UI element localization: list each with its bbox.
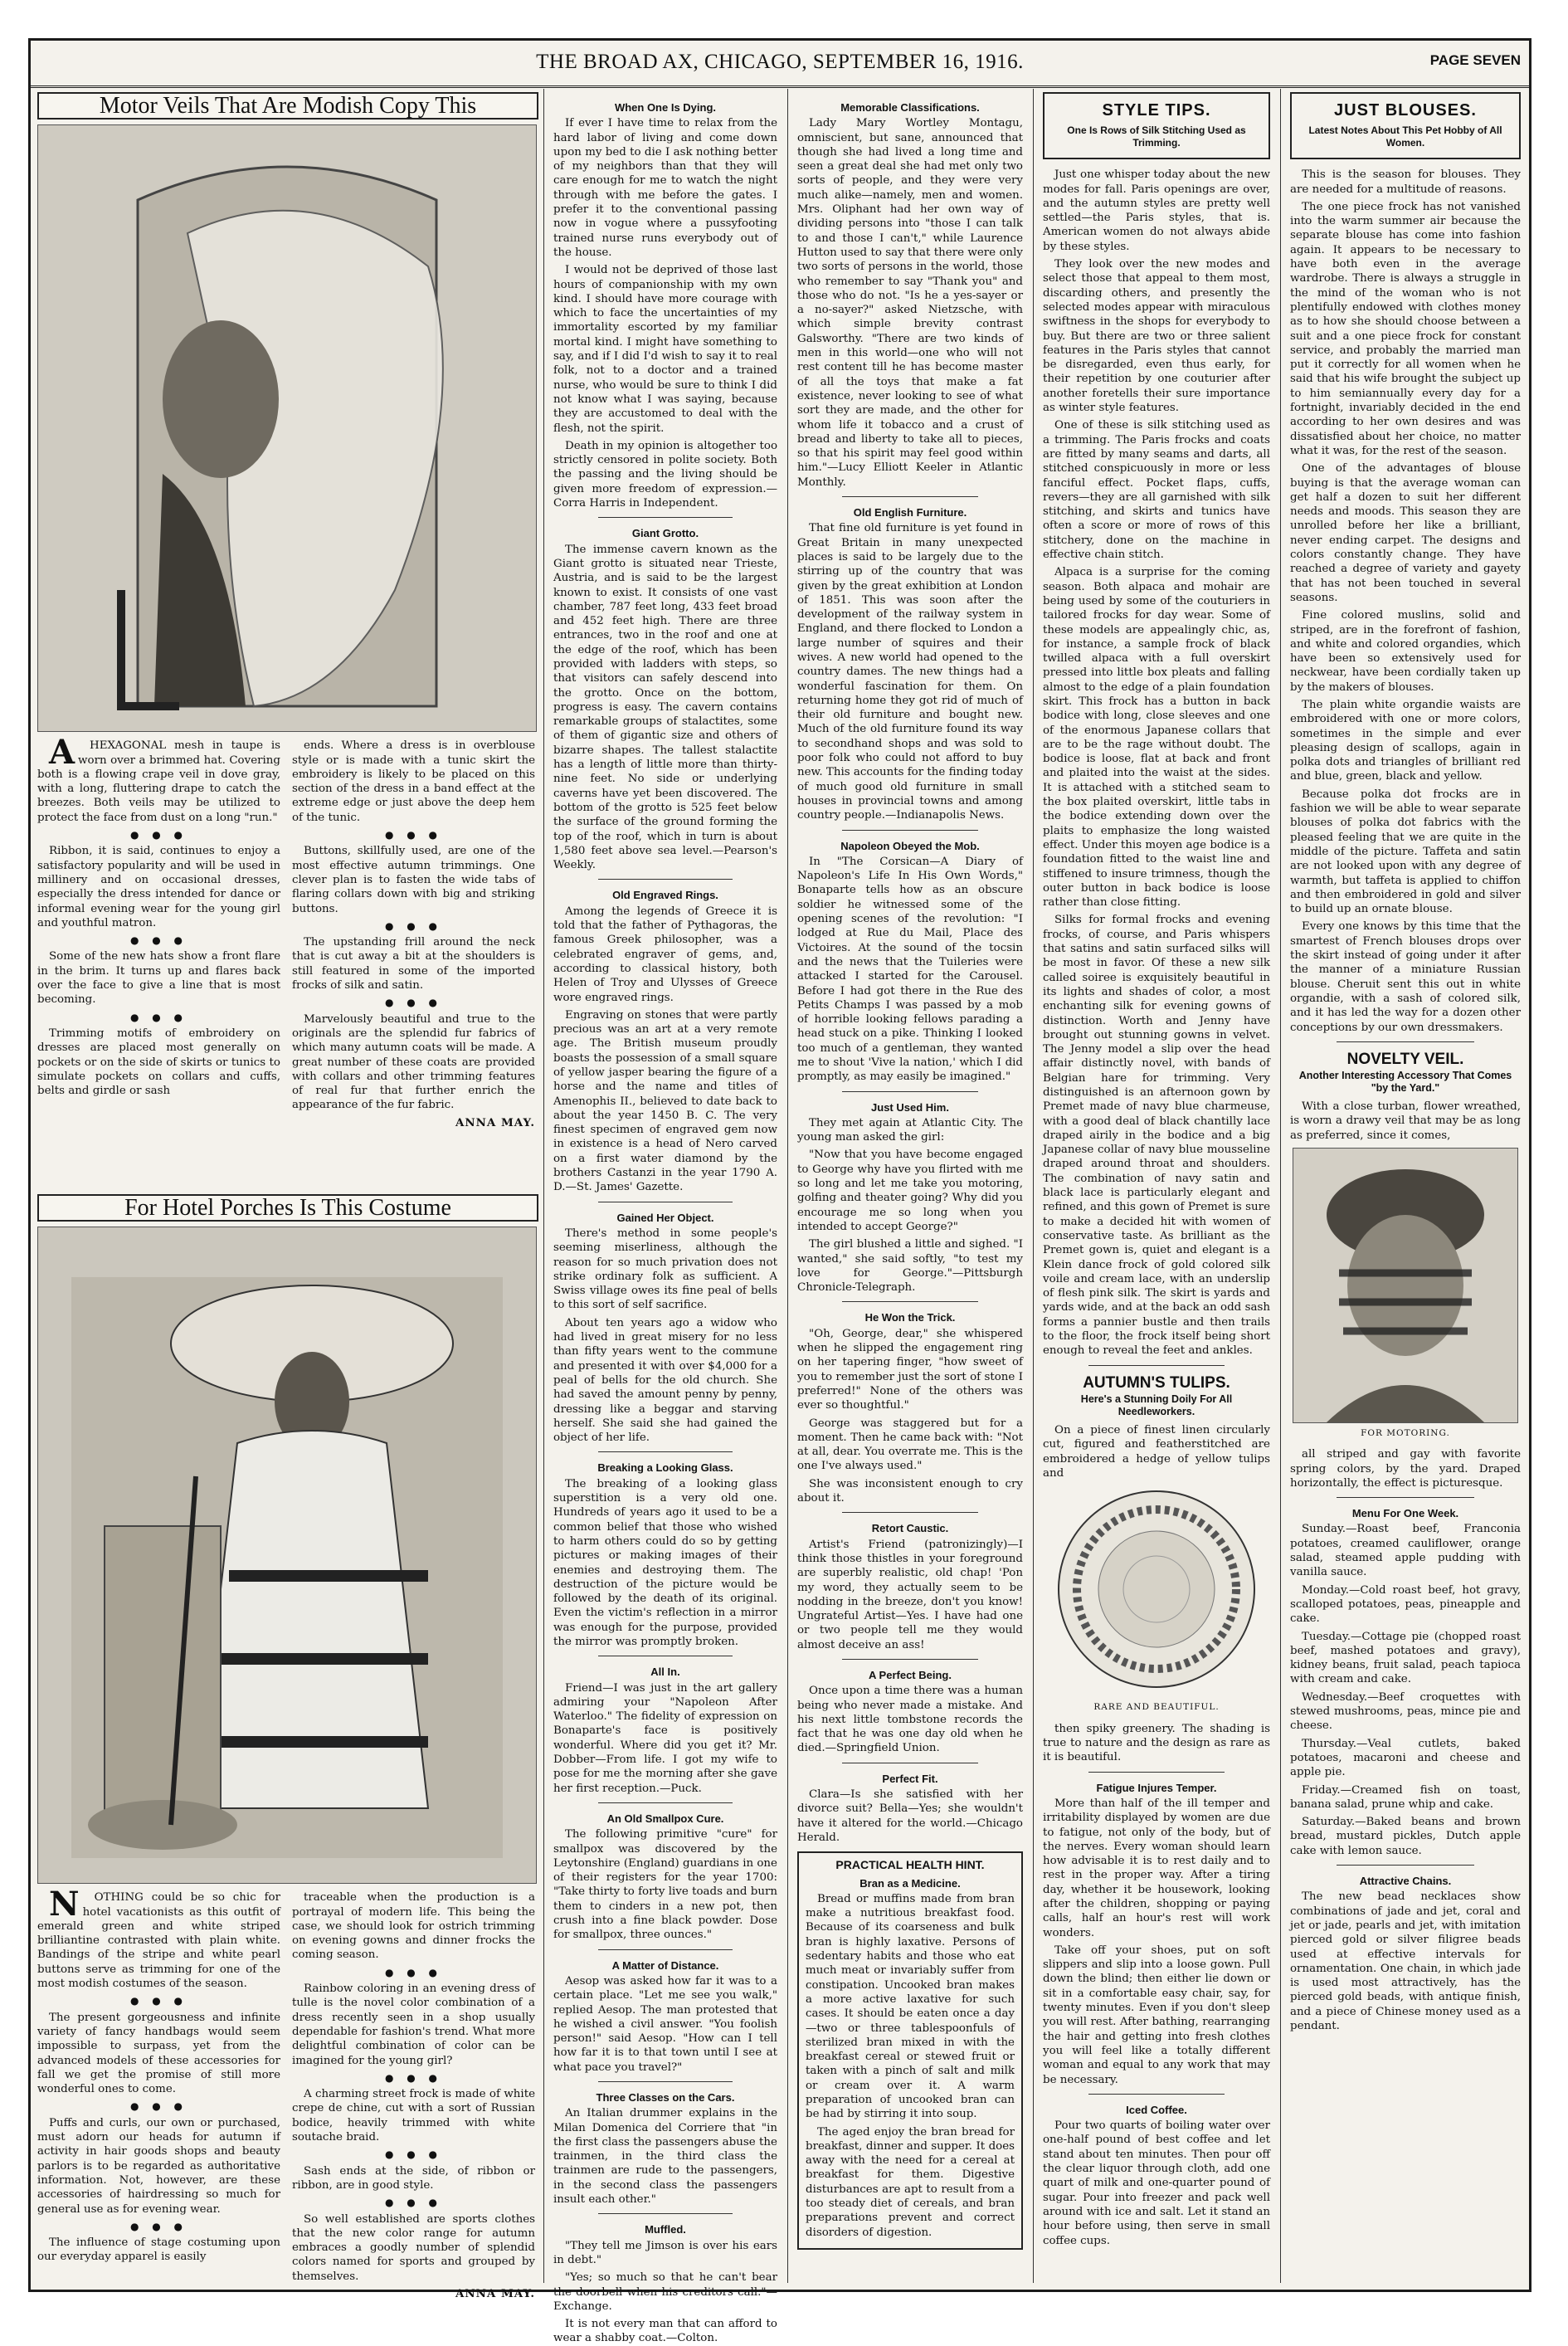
byline: ANNA MAY. bbox=[455, 1115, 535, 1129]
just-blouses-header bbox=[1290, 92, 1521, 159]
paragraph: traceable when the production is a portrayal of modern life. This being the case, we should look for ostrich trimming on evening gowns and dinner frocks the coming season. bbox=[292, 1891, 535, 1962]
paragraph: She was inconsistent enough to cry about it. bbox=[797, 1477, 1023, 1505]
menu-item: Monday.—Cold roast beef, hot gravy, scalloped potatoes, peas, pineapple and cake. bbox=[1290, 1583, 1521, 1626]
motor-veil-drawing bbox=[38, 125, 536, 731]
feature-title: Motor Veils That Are Modish Copy This bbox=[37, 92, 538, 119]
style-tips-header bbox=[1043, 92, 1270, 159]
article-title: Old English Furniture. bbox=[853, 506, 967, 519]
article-title: Gained Her Object. bbox=[616, 1211, 714, 1224]
paragraph: They look over the new modes and select those that appeal to them most, discarding others, and presently the selected modes appear with miraculous swiftness in the shops for everybody to buy. But there are two or three salient features in the Paris styles that cannot be disregarded, even thus early, for their repetition by one couturier after another foretells their sure importance as winter style features. bbox=[1043, 258, 1270, 415]
health-hint-box bbox=[797, 1851, 1023, 2250]
article-title: Muffled. bbox=[645, 2223, 686, 2236]
paragraph: One of these is silk stitching used as a trimming. The Paris frocks and coats are fitted by many seams and darts, all stitched conspicuously in more or less fanciful effect. Pocket flaps, cuffs, revers—they are all garnished with silk stitching, and skirts and tunics have often a score or more of rows of this stitchery, done on the machine in effective chain stitch. bbox=[1043, 419, 1270, 562]
article-title: Perfect Fit. bbox=[882, 1772, 938, 1785]
paragraph: A charming street frock is made of white crepe de chine, cut with a sort of Russian bodice, heavily trimmed with white soutache braid. bbox=[292, 2088, 535, 2144]
paragraph: This is the season for blouses. They are needed for a multitude of reasons. bbox=[1290, 168, 1521, 196]
paragraph: Buttons, skillfully used, are one of the most effective autumn trimmings. One clever plan is to fasten the wide tabs of flaring collars down with big and striking buttons. bbox=[292, 845, 535, 915]
paragraph: Alpaca is a surprise for the coming season. Both alpaca and mohair are being used by some of the couturiers in tailored frocks for day wear. Some of these models are appealingly chic, as, for instance, a sample frock of black twilled alpaca with a full overskirt pressed into little box pleats and falling almost to the edge of a plain foundation skirt. This frock has a button in back bodice with long, close sleeves and one of the enormous Japanese collars that are to be the rage without doubt. The bodice is loose, flat at back and front and plaited into the waist at the sides. It is attached with a stitched seam to the box plaited overskirt, little tabs in the bodice extending down over the plaits to emphasize the long waisted effect. Under this moyen age bodice is a foundation fitted to the waist line and stiffened to insure trimness, though the outer button in back bodice is loose rather than close fitting. bbox=[1043, 566, 1270, 910]
feature2-left-text: NOTHING could be so chic for hotel vacationists as this outfit of emerald green and white striped brilliantine contrasted with plain white. Bandings of the stripe and white pearl buttons serve as trimming for one of the most modish costumes of the season. ● ● ● The present gorgeousness and infinite variety of fancy handbags would seem impossible to surpass, yet from the advanced models of these accessories for fall we get the promise of still more wonderful ones to come. ● ● ● Puffs and curls, our own or purchased, must adorn our heads for autumn if activity in hair goods shops and beauty parlors is to be regarded as authoritative information. Not, however, are these accessories of hairdressing so much for general use as for evening wear. ● ● ● The influence of stage costuming upon our everyday apparel is easily bbox=[37, 1885, 280, 2264]
paragraph: With a close turban, flower wreathed, is worn a drawy veil that may be as long as preferred, since it comes, bbox=[1290, 1100, 1521, 1142]
paragraph: "They tell me Jimson is over his ears in debt." bbox=[553, 2239, 777, 2266]
porch-costume-illustration bbox=[37, 1227, 537, 1884]
feature-motor-veils bbox=[37, 92, 538, 1179]
article-title: Just Used Him. bbox=[871, 1100, 949, 1114]
feature2-right-text: traceable when the production is a portrayal of modern life. This being the case, we should look for ostrich trimming on evening gowns and dinner frocks the coming season. ● ● ● Rainbow coloring in an evening dress of tulle is the novel color combination of a dress recently seen in a shop usually dependable for fashion's trend. What more delightful combination of color can be imagined for the young girl? ● ● ● A charming street frock is made of white crepe de chine, cut with a sort of Russian bodice, heavily trimmed with white soutache braid. ● ● ● Sash ends at the side, of ribbon or ribbon, are in good style. ● ● ● So well established are sports clothes that the new color range for autumn embraces a goodly number of splendid colors named for sports and grouped by themselves. ANNA MAY. bbox=[292, 1891, 535, 2301]
article-title: An Old Smallpox Cure. bbox=[606, 1812, 724, 1825]
tulips-title: AUTUMN'S TULIPS. bbox=[1083, 1373, 1230, 1392]
article-title: Memorable Classifications. bbox=[840, 101, 980, 114]
menu-item: Friday.—Creamed fish on toast, banana salad, prune whip and cake. bbox=[1290, 1783, 1521, 1811]
novelty-veil-drawing bbox=[1293, 1149, 1517, 1422]
paragraph: Lady Mary Wortley Montagu, omniscient, but sane, announced that though she had lived a long time and seen a great deal she had met only two sorts of people, and they were very much alike—namely, men and women. Mrs. Oliphant had her own way of dividing persons into "those I can talk to and those I can't," while Laurence Hutton used to say that there were only two sorts of persons in the world, those who remember to say "Thank you" and those who do not. "Is he a yes-sayer or a no-sayer?" asked Nietzsche, with which simple brevity contrast Galsworthy. "There are two kinds of men in this world—one who will not rest content till he has become master of all the toys that make a fat existence, never looking to see of what sort they are made, and the other for whom life it tobacco and a crust of bread and liberty to take all to pieces, so that his spirit may feel good within him."—Lucy Elliott Keeler in Atlantic Monthly. bbox=[797, 117, 1023, 489]
paragraph: If ever I have time to relax from the hard labor of living and come down upon my bed to die I ask nothing better of my neighbors than that they will care enough for me to watch the night through with me before the gates. I prefer it to the conventional passing now in vogue where a pussyfooting trained nurse runs everybody out of the house. bbox=[553, 117, 777, 259]
tulips-subtitle: Here's a Stunning Doily For All Needleworkers. bbox=[1080, 1392, 1233, 1417]
doily-drawing bbox=[1053, 1485, 1260, 1693]
paragraph: More than half of the ill temper and irritability displayed by women are due to fatigue, not only of the body, but of the nerves. Every woman should learn how advisable it is to rest daily and to rest in the proper way. After a tiring day, whether it be housework, looking after the children, shopping or paying calls, half an hour's rest will work wonders. bbox=[1043, 1797, 1270, 1939]
paragraph: Silks for formal frocks and evening frocks, of course, and Paris whispers that satins and satin surfaced silks will be most in favor. Of these a new silk called soiree is exquisitely beautiful in its lights and shades of color, a most enchanting silk for evening gowns of distinction. Worth and Jenny have brought out stunning gowns in velvet. The Jenny model a slip over the head affair distinctly novel, with bands of Belgian hare for trimming. Very distinguished is an afternoon gown by Premet made of navy blue charmeuse, with a good deal of black chantilly lace draped airily in the bodice and a big Japanese collar of navy blue mousseline draped around throat and shoulders. The combination of navy satin and black lace is particularly elegant and refined, and this gown of Premet is sure to make a decided hit with women of conservative taste. As brilliant as the Premet gown is, quiet and elegant is a Klein dance frock of gold colored silk voile and cream lace, with an underslip of flesh pink silk. The skirt is yards and yards wide, and at the back an odd sash forms a pannier bustle and then trails to the floor, the frock itself being short enough to reveal the feet and ankles. bbox=[1043, 914, 1270, 1358]
paragraph: Bread or muffins made from bran make a nutritious breakfast food. Because of its coarseness and bulk bran is highly laxative. Persons of sedentary habits and those who eat much meat or invariably suffer from constipation. Uncooked bran makes a more active laxative for such cases. It should be eaten once a day—two or three tablespoonfuls of sterilized bran mixed in with the breakfast cereal or stewed fruit or taken with a pinch of salt and milk or cream over it. A warm preparation of uncooked bran can be had by stirring it into soup. bbox=[806, 1892, 1015, 2121]
article-title: All In. bbox=[650, 1666, 680, 1679]
masthead-title: THE BROAD AX, CHICAGO, SEPTEMBER 16, 1916. bbox=[536, 51, 1024, 73]
column-rule bbox=[1033, 89, 1034, 2283]
style-tips-subtitle: One Is Rows of Silk Stitching Used as Trimming. bbox=[1067, 124, 1246, 149]
paragraph: Take off your shoes, put on soft slippers and slip into a loose gown. Pull down the blind; then either lie down or sit in a comfortable easy chair, say, for twenty minutes. Even if you don't sleep you will rest. After bathing, rearranging the hair and getting into fresh clothes you will feel like a totally different woman and equal to any work that may be necessary. bbox=[1043, 1944, 1270, 2086]
paragraph: Some of the new hats show a front flare in the brim. It turns up and flares back over the face to give a line that is most becoming. bbox=[37, 950, 280, 1007]
paragraph: The present gorgeousness and infinite variety of fancy handbags would seem impossible to surpass, yet from the advanced models of these accessories for fall we get the promise of still more wonderful ones to come. bbox=[37, 2011, 280, 2096]
novelty-veil-illustration bbox=[1293, 1148, 1518, 1423]
doily-illustration bbox=[1043, 1485, 1270, 1697]
novelty-veil-caption: FOR MOTORING. bbox=[1361, 1428, 1450, 1438]
just-blouses-title: JUST BLOUSES. bbox=[1334, 101, 1477, 119]
article-title: When One Is Dying. bbox=[614, 101, 717, 114]
paragraph: Rainbow coloring in an evening dress of tulle is the novel color combination of a dress recently seen in a shop usually dependable for fashion's trend. What more delightful combination of color can be imagined for the young girl? bbox=[292, 1983, 535, 2067]
novelty-veil-title: NOVELTY VEIL. bbox=[1346, 1050, 1464, 1068]
paragraph: The following primitive "cure" for smallpox was discovered by the Leytonshire (England) guardians in one of their registers for the year 1700: "Take thirty to forty live toads and burn them to cinders in a new pot, then crush into a fine black powder. Dose for smallpox, three ounces." bbox=[553, 1828, 777, 1942]
paragraph: then spiky greenery. The shading is true to nature and the design as rare as it is beautiful. bbox=[1043, 1722, 1270, 1764]
paragraph: NOTHING could be so chic for hotel vacationists as this outfit of emerald green and white striped brilliantine contrasted with plain white. Bandings of the stripe and white pearl buttons serve as trimming for one of the most modish costumes of the season. bbox=[37, 1885, 280, 1991]
paragraph: That fine old furniture is yet found in Great Britain in many unexpected places is said to be largely due to the stirring up of the country that was given by the great exhibition at London of 1851. This was soon after the development of the railway system in England, and there flocked to London a large number of squires and their wives. A new world had opened to the country dames. The new things had a wonderful fascination for them. On returning home they got rid of much of their old furniture and bought new. Much of the old furniture found its way to secondhand shops and was sold to poor folk who could not afford to buy new. This accounts for the finding today of much good old furniture in small houses in provincial towns and among country people.—Indianapolis News. bbox=[797, 522, 1023, 822]
column-2 bbox=[545, 92, 786, 2345]
paragraph: Puffs and curls, our own or purchased, must adorn our heads for autumn if activity in hair goods shops and beauty parlors is to be regarded as authoritative information. Not, however, are these accessories of hairdressing so much for general use as for evening wear. bbox=[37, 2116, 280, 2216]
paragraph: In "The Corsican—A Diary of Napoleon's Life In His Own Words," Bonaparte tells how as an obscure soldier he witnessed some of the opening scenes of the revolution: "I lodged at Rue du Mail, Place des Victoires. At the sound of the tocsin and the news that the Tuileries were attacked I started for the Carousel. Before I had got there in the Rue des Petits Champs I was passed by a mob of horrible looking fellows parading a head stuck on a pike. Thinking I looked too much of a gentleman, they wanted me to shout 'Vive la nation,' which I did promptly, as may easily be imagined." bbox=[797, 855, 1023, 1084]
paragraph: On a piece of finest linen circularly cut, figured and featherstitched are embroidered a hedge of yellow tulips and bbox=[1043, 1423, 1270, 1480]
paragraph: The aged enjoy the bran bread for breakfast, dinner and supper. It does away with the need for a cereal at breakfast for them. Digestive disturbances are apt to result from a too steady diet of cereals, and bran preparations prevent and correct disorders of digestion. bbox=[806, 2125, 1015, 2239]
menu-item: Wednesday.—Beef croquettes with stewed mushrooms, peas, mince pie and cheese. bbox=[1290, 1690, 1521, 1733]
paragraph: all striped and gay with favorite spring colors, by the yard. Draped horizontally, the effect is picturesque. bbox=[1290, 1448, 1521, 1490]
article-title: He Won the Trick. bbox=[864, 1311, 956, 1324]
paragraph: The breaking of a looking glass superstition is a very old one. Hundreds of years ago it used to be a common belief that those who wished to harm others could do so by getting pictures or making images of their enemies and destroying them. The destruction of the picture would be followed by the death of its original. Even the victim's reflection in a mirror was enough for the purpose, provided the mirror was promptly broken. bbox=[553, 1477, 777, 1648]
menu-item: Thursday.—Veal cutlets, baked potatoes, macaroni and cheese and apple pie. bbox=[1290, 1737, 1521, 1779]
paragraph: Artist's Friend (patronizingly)—I think those thistles in your foreground are superbly realistic, old chap! 'Pon my word, they actually seem to be nodding in the breeze, don't you know! Ungrateful Artist—Yes. I have had one or two people tell me they would almost deceive an ass! bbox=[797, 1538, 1023, 1651]
paragraph: It is not every man that can afford to wear a shabby coat.—Colton. bbox=[553, 2318, 777, 2345]
paragraph: One of the advantages of blouse buying is that the average woman can get half a dozen to suit her different needs and moods. This season they are unrolled before her like a brilliant, never ending carpet. The designs and colors constantly change. They have reached a degree of variety and gayety that has not been touched in several seasons. bbox=[1290, 462, 1521, 604]
style-tips-title: STYLE TIPS. bbox=[1102, 101, 1211, 119]
paragraph: George was staggered but for a moment. Then he came back with: "Not at all, dear. You overrate me. This is the one I've always used." bbox=[797, 1417, 1023, 1473]
column-5 bbox=[1282, 92, 1529, 2280]
article-title: Attractive Chains. bbox=[1359, 1875, 1452, 1888]
article-title: Retort Caustic. bbox=[871, 1522, 949, 1535]
paragraph: The influence of stage costuming upon our everyday apparel is easily bbox=[37, 2236, 280, 2264]
novelty-veil-subtitle: Another Interesting Accessory That Comes "by the Yard." bbox=[1298, 1070, 1512, 1095]
article-title: Iced Coffee. bbox=[1126, 2103, 1187, 2116]
article-title: Breaking a Looking Glass. bbox=[597, 1461, 733, 1475]
paragraph: The one piece frock has not vanished into the warm summer air because the separate blouse has come into fashion again. It appears to be necessary to have both even in the average wardrobe. There is always a struggle in the mind of the woman who is not plentifully endowed with clothes money as to how she should choose between a suit and a one piece frock for constant service, and probably the married man put it correctly for all women when he said that his wife brought the subject up to him semiannually every day for a fortnight, invariably decided in the end according to her own desires and was dissatisfied about her choice, no matter what it was, for the rest of the season. bbox=[1290, 200, 1521, 457]
paragraph: There's method in some people's seeming miserliness, although the reason for so much privation does not strike ordinary folk as sufficient. A Swiss village owes its fine peal of bells to this sort of self sacrifice. bbox=[553, 1227, 777, 1312]
motor-veil-illustration bbox=[37, 124, 537, 732]
paragraph: ends. Where a dress is in overblouse style or is made with a tunic skirt the embroidery is likely to be placed on this section of the dress in a band effect at the extreme edge or just above the deep hem of the tunic. bbox=[292, 739, 535, 824]
paragraph: I would not be deprived of those last hours of companionship with my own kind. I should have more courage with which to face the uncertainties of my immortality escorted by my familiar mortal kind. I might have something to say, and if I did I'd wish to say it to real folk, not to a doctor and a trained nurse, who would be sure to think I did not know what I was saying, because they are accustomed to deal with the flesh, not the spirit. bbox=[553, 264, 777, 435]
paragraph: The plain white organdie waists are embroidered with one or more colors, sometimes in the simple and ever pleasing design of scallops, again in polka dots and triangles of brilliant red and blue, green, black and yellow. bbox=[1290, 698, 1521, 783]
menu-item: Sunday.—Roast beef, Franconia potatoes, creamed cauliflower, orange salad, steamed apple pudding with vanilla sauce. bbox=[1290, 1523, 1521, 1579]
paragraph: "Oh, George, dear," she whispered when he slipped the engagement ring on her tapering finger, "how sweet of you to remember just the sort of stone I preferred!" None of the others was ever so thoughtful." bbox=[797, 1327, 1023, 1412]
page-number: PAGE SEVEN bbox=[1429, 52, 1521, 68]
feature1-left-text: AHEXAGONAL mesh in taupe is worn over a brimmed hat. Covering both is a flowing crape veil in dove gray, with a long, fluttering drape to catch the breezes. Both veils may be utilized to protect the face from dust on a long "run." ● ● ● Ribbon, it is said, continues to enjoy a satisfactory popularity and will be used in millinery and on occasional dresses, especially the dress intended for dance or informal evening wear for the young girl and youthful matron. ● ● ● Some of the new hats show a front flare in the brim. It turns up and flares back over the face to give a line that is most becoming. ● ● ● Trimming motifs of embroidery on dresses are placed most generally on pockets or on the side of skirts or tunics to simulate pockets on collars and cuffs, belts and girdle or sash bbox=[37, 733, 280, 1098]
paragraph: "Yes; so much so that he can't bear the doorbell when his creditors call."—Exchange. bbox=[553, 2271, 777, 2313]
paragraph: "Now that you have become engaged to George why have you flirted with me so long and let me take you motoring, golfing and theater going? Why did you encourage me so long when you intended to accept George?" bbox=[797, 1149, 1023, 1233]
column-rule bbox=[1280, 89, 1281, 2283]
newspaper-page bbox=[28, 38, 1531, 2345]
paragraph: Just one whisper today about the new modes for fall. Paris openings are over, and the autumn styles are pretty well settled—the Paris styles, that is. American women do not always abide by these styles. bbox=[1043, 168, 1270, 253]
paragraph: An Italian drummer explains in the Milan Domenica del Corriere that "in the first class the passengers abuse the trainmen, in the third class the trainmen are rude to the passengers, in the second class the passengers insult each other." bbox=[553, 2107, 777, 2207]
paragraph: Aesop was asked how far it was to a certain place. "Let me see you walk," replied Aesop. The man protested that he wished a civil answer. "You foolish person!" said Aesop. "How can I tell how far it is to that town until I see at what pace you travel?" bbox=[553, 1974, 777, 2074]
paragraph: They met again at Atlantic City. The young man asked the girl: bbox=[797, 1116, 1023, 1144]
paragraph: Sash ends at the side, of ribbon or ribbon, are in good style. bbox=[292, 2164, 535, 2192]
paragraph: Marvelously beautiful and true to the originals are the splendid fur fabrics of which many autumn coats will be made. A great number of these coats are provided with collars and other trimming features of real fur that further enrich the appearance of the fur fabric. bbox=[292, 1012, 535, 1112]
menu-item: Tuesday.—Cottage pie (chopped roast beef, mashed potatoes and gravy), kidney beans, fruit salad, peach tapioca with cream and cake. bbox=[1290, 1630, 1521, 1686]
menu-item: Saturday.—Baked beans and brown bread, mustard pickles, Dutch apple cake with lemon sauce. bbox=[1290, 1816, 1521, 1857]
paragraph: About ten years ago a widow who had lived in great misery for no less than fifty years went to the commune and presented it with over $4,000 for a peal of bells for the old church. She had saved the amount penny by penny, dressing like a beggar and starving herself. She said she had gained the object of her life. bbox=[553, 1316, 777, 1445]
byline: ANNA MAY. bbox=[455, 2287, 535, 2301]
paragraph: Among the legends of Greece it is told that the father of Pythagoras, the famous Greek philosopher, was a celebrated engraver of gems, and, according to classical history, both Helen of Troy and Ulysses of Greece wore engraved rings. bbox=[553, 905, 777, 1004]
paragraph: The new bead necklaces show combinations of jade and jet, coral and jet or jade, pearls and jet, with imitation pierced gold or silver filigree beads used at effective intervals for ornamentation. One chain, in which jade is used most attractively, has the pierced gold beads, with antique finish, and a piece of Chinese money used as a pendant. bbox=[1290, 1890, 1521, 2032]
paragraph: Friend—I was just in the art gallery admiring your "Napoleon After Waterloo." The fidelity of expression on Bonaparte's face is positively wonderful. Where did you get it? Mr. Dobber—From life. I got my wife to pose for me the morning after she gave her first reception.—Puck. bbox=[553, 1681, 777, 1795]
article-title: Menu For One Week. bbox=[1351, 1507, 1459, 1520]
paragraph: Because polka dot frocks are in fashion we will be able to wear separate blouses of polka dot fabrics with the pleased feeling that we are quite in the middle of the picture. Taffeta and satin are not looked upon with any degree of warmth, but taffeta is applied to chiffon and then embroidered in gold and silver to build up an ornate blouse. bbox=[1290, 788, 1521, 916]
column-rule bbox=[543, 89, 544, 2283]
paragraph: Death in my opinion is altogether too strictly censored in polite society. Both the passing and the living should be given more freedom of expression.—Corra Harris in Independent. bbox=[553, 439, 777, 510]
article-title: Napoleon Obeyed the Mob. bbox=[840, 839, 980, 852]
paragraph: Trimming motifs of embroidery on dresses are placed most generally on pockets or on the side of skirts or tunics to simulate pockets on collars and cuffs, belts and girdle or sash bbox=[37, 1027, 280, 1098]
paragraph: Fine colored muslins, solid and striped, are in the forefront of fashion, and white and colored organdies, which have been so extensively used for neckwear, have been cordially taken up by the makers of blouses. bbox=[1290, 609, 1521, 694]
just-blouses-subtitle: Latest Notes About This Pet Hobby of All Women. bbox=[1308, 124, 1502, 149]
paragraph: Every one knows by this time that the smartest of French blouses drops over the skirt instead of going under it after the manner of a miniature Russian blouse. Cheruit sent this out in white organdie, with a sash of colored silk, and it has led the way for a dozen other conceptions by our own dressmakers. bbox=[1290, 920, 1521, 1034]
paragraph: Engraving on stones that were partly precious was an art at a very remote age. The British museum proudly boasts the possession of a small square of yellow jasper bearing the figure of a horse and the name and titles of Amenophis II., believed to date back to about the year 1450 B. C. The very finest specimen of engraved gem now in existence is a head of Nero carved on a first water diamond by the brothers Castanzi in the year 1790 A. D.—St. James' Gazette. bbox=[553, 1008, 777, 1194]
column-4 bbox=[1035, 92, 1278, 2280]
paragraph: The immense cavern known as the Giant grotto is situated near Trieste, Austria, and is said to be the largest known to exist. It consists of one vast chamber, 787 feet long, 433 feet broad and 452 feet high. There are three entrances, two in the roof and one at the edge of the roof, which has been provided with ladders with steps, so that visitors can safely descend into the grotto. Once on the bottom, progress is easy. The cavern contains remarkable groups of stalactites, some of them of gigantic size and others of bizarre shapes. The tallest stalactite has a length of little more than thirty-nine feet. No side or underlying caverns have yet been discovered. The bottom of the grotto is 525 feet below the surface of the ground forming the top of the roof, which in turn is about 1,580 feet above sea level.—Pearson's Weekly. bbox=[553, 543, 777, 872]
article-title: A Matter of Distance. bbox=[611, 1958, 719, 1972]
article-title: Old Engraved Rings. bbox=[612, 889, 718, 902]
feature1-right-text: ends. Where a dress is in overblouse style or is made with a tunic skirt the embroidery is likely to be placed on this section of the dress in a band effect at the extreme edge or just above the deep hem of the tunic. ● ● ● Buttons, skillfully used, are one of the most effective autumn trimmings. One clever plan is to fasten the wide tabs of flaring collars down with big and striking buttons. ● ● ● The upstanding frill around the neck that is cut away a bit at the shoulders is still featured in some of the imported frocks of silk and satin. ● ● ● Marvelously beautiful and true to the originals are the splendid fur fabrics of which many autumn coats will be made. A great number of these coats are provided with collars and other trimming features of real fur that further enrich the appearance of the fur fabric. ANNA MAY. bbox=[292, 739, 535, 1129]
article-title: Three Classes on the Cars. bbox=[596, 2091, 735, 2104]
health-hint-title: PRACTICAL HEALTH HINT. bbox=[835, 1858, 985, 1872]
porch-costume-drawing bbox=[38, 1227, 536, 1883]
paragraph: AHEXAGONAL mesh in taupe is worn over a brimmed hat. Covering both is a flowing crape veil in dove gray, with a long, fluttering drape to catch the breezes. Both veils may be utilized to protect the face from dust on a long "run." bbox=[37, 733, 280, 824]
paragraph: Once upon a time there was a human being who never made a mistake. And his next little tombstone records the fact that he was one day old when he died.—Springfield Union. bbox=[797, 1685, 1023, 1755]
paragraph: The upstanding frill around the neck that is cut away a bit at the shoulders is still featured in some of the imported frocks of silk and satin. bbox=[292, 936, 535, 993]
article-title: A Perfect Being. bbox=[869, 1668, 952, 1681]
feature-hotel-porches bbox=[37, 1194, 538, 2301]
paragraph: Clara—Is she satisfied with her divorce suit? Bella—Yes; she wouldn't have it altered for the world.—Chicago Herald. bbox=[797, 1788, 1023, 1844]
paragraph: Pour two quarts of boiling water over one-half pound of best coffee and let stand about ten minutes. Then pour off the clear liquor through cloth, add one quart of milk and one-quarter pound of sugar. Pour into freezer and pack well around with ice and salt. Let it stand an hour before using, then serve in small coffee cups. bbox=[1043, 2119, 1270, 2247]
feature-title: For Hotel Porches Is This Costume bbox=[37, 1194, 538, 1222]
paragraph: So well established are sports clothes that the new color range for autumn embraces a goodly number of splendid colors named for sports and grouped by themselves. bbox=[292, 2212, 535, 2283]
doily-caption: RARE AND BEAUTIFUL. bbox=[1093, 1702, 1220, 1713]
masthead bbox=[31, 41, 1529, 88]
paragraph: Ribbon, it is said, continues to enjoy a satisfactory popularity and will be used in millinery and on occasional dresses, especially the dress intended for dance or informal evening wear for the young girl and youthful matron. bbox=[37, 845, 280, 929]
article-title: Fatigue Injures Temper. bbox=[1096, 1781, 1217, 1794]
paragraph: The girl blushed a little and sighed. "I wanted," she said softly, "to test my love for George."—Pittsburgh Chronicle-Telegraph. bbox=[797, 1238, 1023, 1295]
health-hint-subtitle: Bran as a Medicine. bbox=[859, 1876, 961, 1890]
column-3 bbox=[789, 92, 1031, 2280]
column-rule bbox=[787, 89, 788, 2283]
article-title: Giant Grotto. bbox=[631, 527, 699, 540]
